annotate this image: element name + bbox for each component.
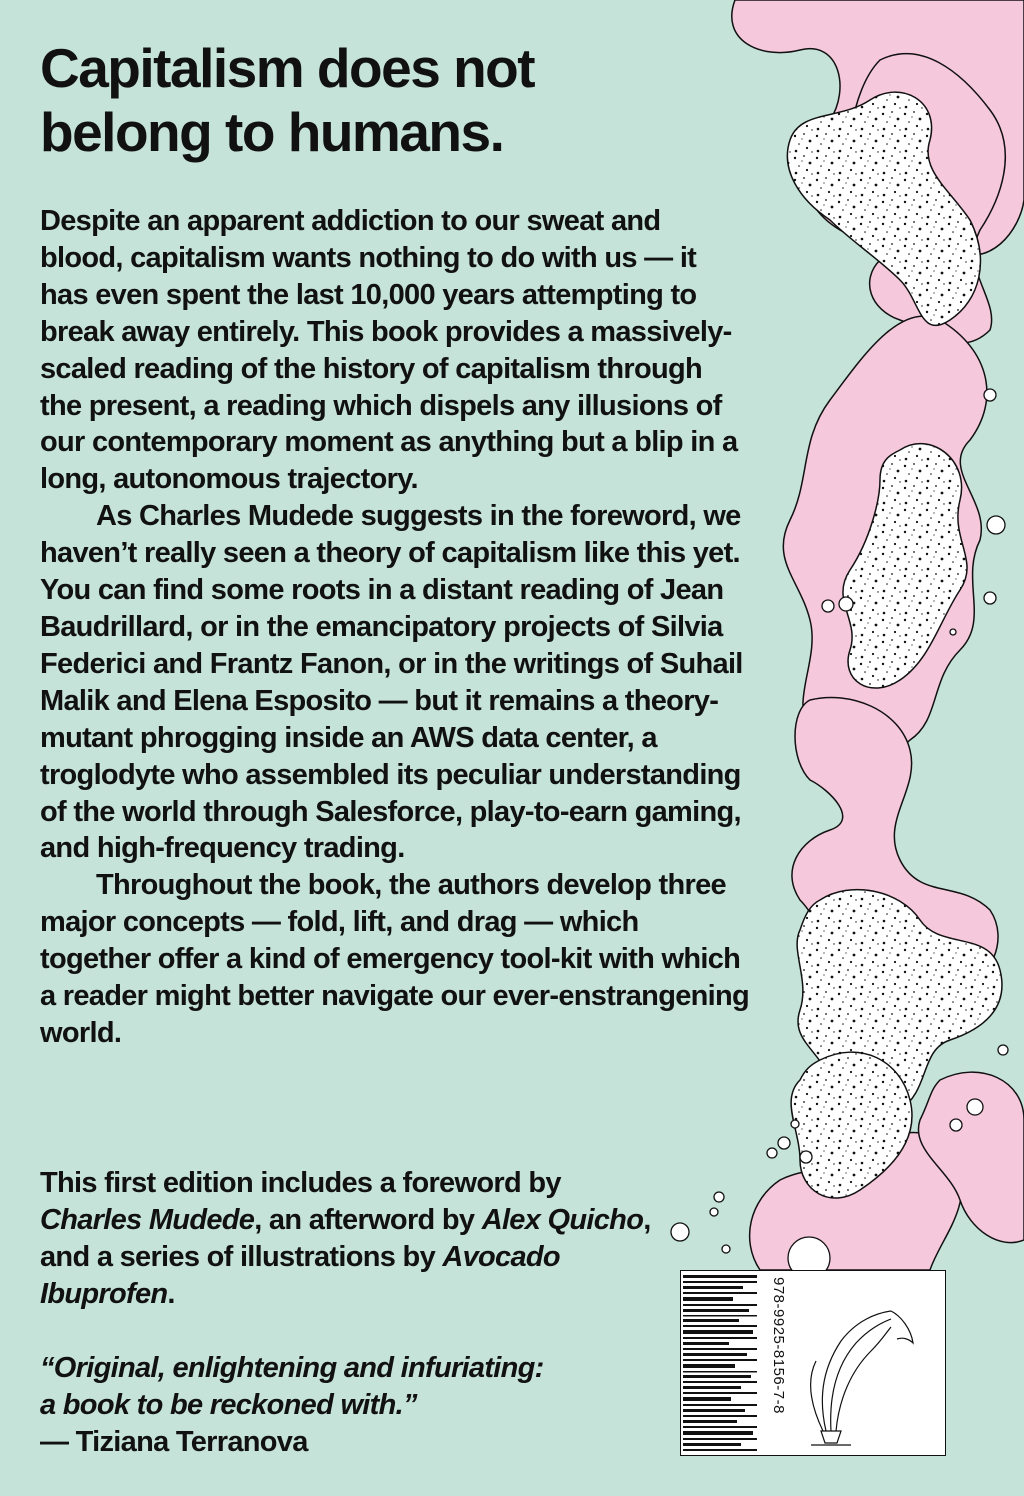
blurb-paragraph-2: As Charles Mudede suggests in the foreword, we haven’t really seen a theory of capitalism like this yet. You can find some roots in a distant reading of Jean Baudrillard, or in the emancipatory projects of Silvia Federici and Frantz Fanon, or in the writings of Suhail Malik and Elena Esposito — but it remains a theory-mutant phrogging inside an AWS data center, a troglodyte who assembled its peculiar understanding of the world through Salesforce, play-to-earn gaming, and high-frequency trading. [40, 500, 743, 865]
afterword-author: Alex Quicho [481, 1204, 644, 1236]
barcode-graphic [681, 1271, 947, 1457]
headline-line-1: Capitalism does not [40, 37, 535, 99]
illustrator: Avocado Ibuprofen [40, 1241, 560, 1310]
isbn-number: 978-9925-8156-7-8 [770, 1277, 787, 1414]
quote-line-1: “Original, enlightening and infuriating: [40, 1352, 544, 1384]
edition-text-3: , and a series of illustrations by [40, 1204, 651, 1273]
quote-attribution: — Tiziana Terranova [40, 1426, 308, 1458]
quote-line-2: a book to be reckoned with.” [40, 1389, 417, 1421]
edition-credits [40, 1165, 660, 1313]
endorsement-quote [40, 1350, 660, 1461]
blurb-paragraph-1: Despite an apparent addiction to our sweat and blood, capitalism wants nothing to do with us — it has even spent the last 10,000 years attempting to break away entirely. This book provides a massively-scaled reading of the history of capitalism through the present, a reading which dispels any illusions of our contemporary moment as anything but a blip in a long, autonomous trajectory. [40, 205, 738, 496]
edition-text-2: , an afterword by [254, 1204, 482, 1236]
edition-text-1: This first edition includes a foreword by [40, 1167, 561, 1199]
fountain-logo [811, 1311, 913, 1445]
barcode-box [680, 1270, 946, 1456]
headline-line-2: belong to humans. [40, 101, 504, 163]
foreword-author: Charles Mudede [40, 1204, 255, 1236]
headline [40, 36, 680, 164]
blurb-body [40, 203, 750, 1052]
blurb-paragraph-3: Throughout the book, the authors develop three major concepts — fold, lift, and drag — which together offer a kind of emergency tool-kit with which a reader might better navigate our ever-enstrangening world. [40, 869, 750, 1049]
edition-text-4: . [167, 1278, 175, 1310]
